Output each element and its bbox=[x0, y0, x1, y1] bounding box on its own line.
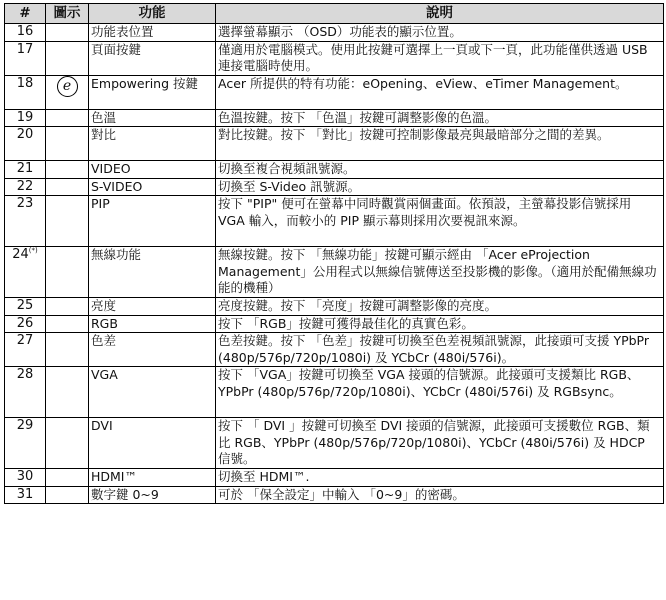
table-row bbox=[5, 75, 664, 109]
table-row bbox=[5, 196, 664, 247]
row-description: 按下 "PIP" 便可在螢幕中同時觀賞兩個畫面。依預設，主螢幕投影信號採用 VGA 輸入，而較小的 PIP 顯示幕則採用次要視訊來源。 bbox=[216, 196, 664, 247]
row-function: 數字鍵 0~9 bbox=[89, 486, 216, 504]
row-function: VGA bbox=[89, 367, 216, 418]
header-description: 說明 bbox=[216, 4, 664, 24]
row-number bbox=[5, 418, 46, 469]
row-icon-cell bbox=[46, 469, 89, 487]
table-row bbox=[5, 418, 664, 469]
table-row bbox=[5, 161, 664, 179]
row-number-text: 19 bbox=[16, 109, 34, 125]
row-number bbox=[5, 247, 46, 298]
row-icon-cell bbox=[46, 298, 89, 316]
row-function: 功能表位置 bbox=[89, 24, 216, 42]
row-function: 色溫 bbox=[89, 109, 216, 127]
row-function: 亮度 bbox=[89, 298, 216, 316]
row-description: 亮度按鍵。按下 「亮度」按鍵可調整影像的亮度。 bbox=[216, 298, 664, 316]
row-number-text: 27 bbox=[16, 333, 34, 348]
row-description: 對比按鍵。按下 「對比」按鍵可控制影像最亮與最暗部分之間的差異。 bbox=[216, 127, 664, 161]
row-number-text: 18 bbox=[16, 75, 34, 91]
row-number bbox=[5, 196, 46, 247]
row-function: VIDEO bbox=[89, 161, 216, 179]
empowering-e-icon: e bbox=[57, 76, 78, 97]
row-icon-cell bbox=[46, 367, 89, 418]
row-number-text: 26 bbox=[16, 315, 34, 331]
row-description: 僅適用於電腦模式。使用此按鍵可選擇上一頁或下一頁，此功能僅供透過 USB 連接電腦時使用。 bbox=[216, 41, 664, 75]
header-number: # bbox=[5, 4, 46, 24]
table-row bbox=[5, 469, 664, 487]
row-function: 頁面按鍵 bbox=[89, 41, 216, 75]
row-icon-cell bbox=[46, 315, 89, 333]
table-body bbox=[5, 24, 664, 504]
row-number-text: 29 bbox=[16, 418, 34, 433]
table-row bbox=[5, 315, 664, 333]
row-icon-cell bbox=[46, 486, 89, 504]
row-icon-cell bbox=[46, 127, 89, 161]
row-number-text: 25 bbox=[16, 298, 34, 313]
row-number-text: 22 bbox=[16, 178, 34, 194]
row-number-text: 31 bbox=[16, 486, 34, 502]
row-icon-cell bbox=[46, 161, 89, 179]
row-description: 切換至 S-Video 訊號源。 bbox=[216, 178, 664, 196]
row-function: PIP bbox=[89, 196, 216, 247]
row-description: 按下 「 DVI 」按鍵可切換至 DVI 接頭的信號源，此接頭可支援數位 RGB、類比 RGB、YPbPr (480p/576p/720p/1080i)、YCbCr (480i/576i) 及 HDCP 信號。 bbox=[216, 418, 664, 469]
row-number bbox=[5, 41, 46, 75]
row-description: Acer 所提供的特有功能：eOpening、eView、eTimer Management。 bbox=[216, 75, 664, 109]
table-row bbox=[5, 486, 664, 504]
row-number bbox=[5, 109, 46, 127]
table-header bbox=[5, 4, 664, 24]
footnote-mark: (*) bbox=[28, 246, 38, 255]
row-number bbox=[5, 178, 46, 196]
table-row bbox=[5, 333, 664, 367]
row-number bbox=[5, 367, 46, 418]
row-icon-cell bbox=[46, 41, 89, 75]
table-row bbox=[5, 247, 664, 298]
row-function: 色差 bbox=[89, 333, 216, 367]
row-icon-cell bbox=[46, 247, 89, 298]
row-number bbox=[5, 486, 46, 504]
row-description: 色溫按鍵。按下 「色溫」按鍵可調整影像的色溫。 bbox=[216, 109, 664, 127]
row-function: DVI bbox=[89, 418, 216, 469]
row-number-text: 17 bbox=[16, 41, 34, 57]
table-row bbox=[5, 367, 664, 418]
table-row bbox=[5, 127, 664, 161]
row-icon-cell bbox=[46, 178, 89, 196]
header-row bbox=[5, 4, 664, 24]
row-icon-cell bbox=[46, 109, 89, 127]
row-icon-cell bbox=[46, 333, 89, 367]
row-description: 可於 「保全設定」中輸入 「0~9」的密碼。 bbox=[216, 486, 664, 504]
remote-function-table bbox=[4, 3, 664, 504]
row-function: 無線功能 bbox=[89, 247, 216, 298]
row-number-text: 23 bbox=[16, 196, 34, 211]
row-number bbox=[5, 315, 46, 333]
row-icon-cell bbox=[46, 75, 89, 109]
row-description: 按下 「VGA」按鍵可切換至 VGA 接頭的信號源。此接頭可支援類比 RGB、YPbPr (480p/576p/720p/1080i)、YCbCr (480i/576i) 及 RGBsync。 bbox=[216, 367, 664, 418]
table-row bbox=[5, 298, 664, 316]
row-number bbox=[5, 333, 46, 367]
table-row bbox=[5, 41, 664, 75]
row-number-text: 30 bbox=[16, 469, 34, 484]
row-number bbox=[5, 469, 46, 487]
row-description: 選擇螢幕顯示 （OSD）功能表的顯示位置。 bbox=[216, 24, 664, 42]
row-number-text: 24 bbox=[12, 247, 29, 262]
row-number-text: 20 bbox=[16, 127, 34, 142]
row-function: Empowering 按鍵 bbox=[89, 75, 216, 109]
table-row bbox=[5, 109, 664, 127]
row-description: 無線按鍵。按下 「無線功能」按鍵可顯示經由 「Acer eProjection Management」公用程式以無線信號傳送至投影機的影像。（適用於配備無線功能的機種） bbox=[216, 247, 664, 298]
row-function: S-VIDEO bbox=[89, 178, 216, 196]
row-description: 按下 「RGB」按鍵可獲得最佳化的真實色彩。 bbox=[216, 315, 664, 333]
row-function: HDMI™ bbox=[89, 469, 216, 487]
row-number-text: 21 bbox=[16, 161, 34, 176]
row-description: 色差按鍵。按下 「色差」按鍵可切換至色差視頻訊號源，此接頭可支援 YPbPr (480p/576p/720p/1080i) 及 YCbCr (480i/576i)。 bbox=[216, 333, 664, 367]
row-number bbox=[5, 75, 46, 109]
row-number-text: 16 bbox=[16, 24, 34, 39]
row-description: 切換至 HDMI™. bbox=[216, 469, 664, 487]
row-number bbox=[5, 161, 46, 179]
row-icon-cell bbox=[46, 418, 89, 469]
table-row bbox=[5, 178, 664, 196]
row-description: 切換至複合視頻訊號源。 bbox=[216, 161, 664, 179]
header-icon: 圖示 bbox=[46, 4, 89, 24]
row-number bbox=[5, 298, 46, 316]
row-function: RGB bbox=[89, 315, 216, 333]
row-number bbox=[5, 24, 46, 42]
row-number bbox=[5, 127, 46, 161]
table-row bbox=[5, 24, 664, 42]
row-function: 對比 bbox=[89, 127, 216, 161]
row-icon-cell bbox=[46, 24, 89, 42]
row-number-text: 28 bbox=[16, 367, 34, 382]
row-icon-cell bbox=[46, 196, 89, 247]
header-function: 功能 bbox=[89, 4, 216, 24]
